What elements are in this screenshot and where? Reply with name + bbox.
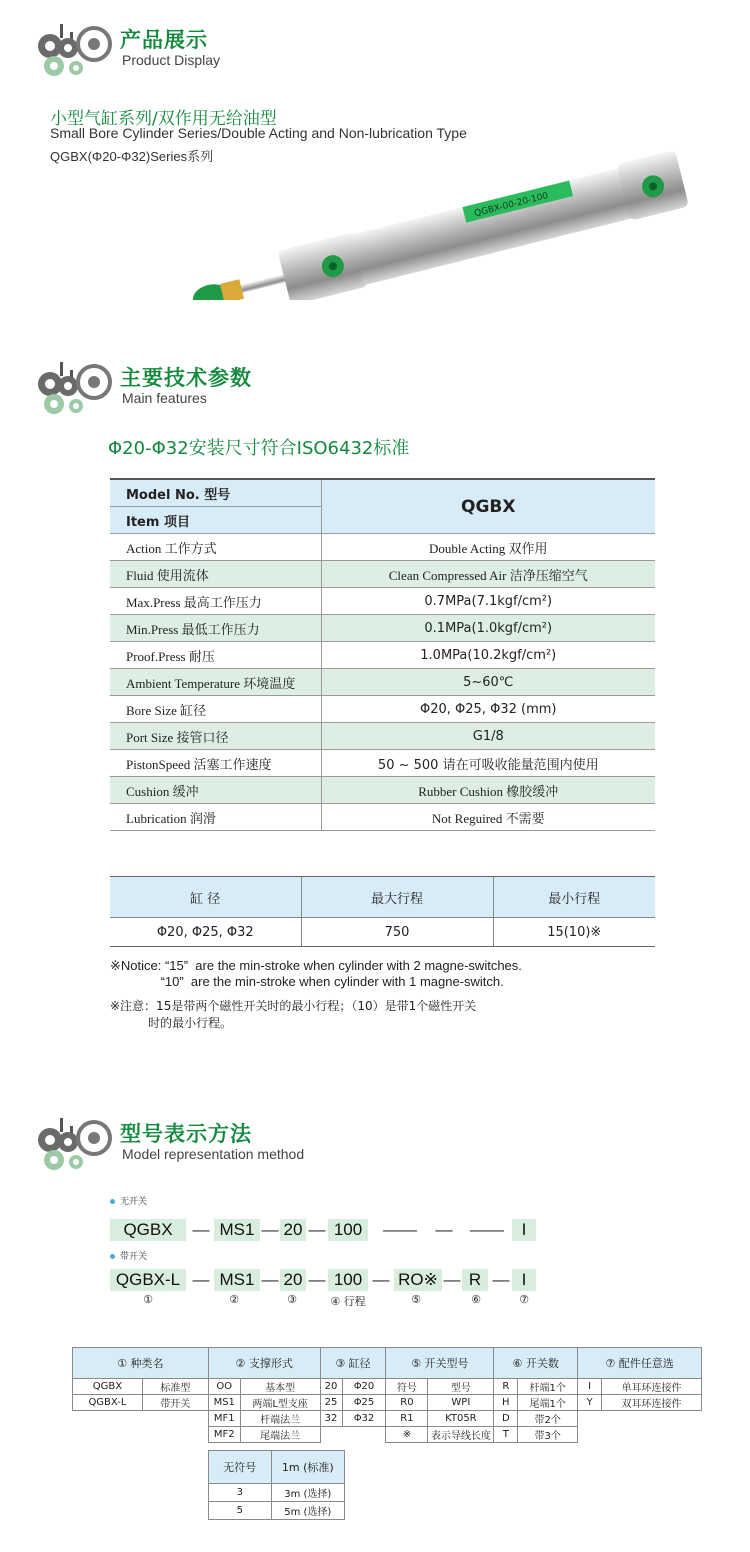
section-title: 主要技术参数 bbox=[120, 366, 252, 390]
cylinder-label: QGBX-00-20-100 bbox=[473, 191, 550, 220]
spec-row-value: Not Reguired 不需要 bbox=[321, 804, 655, 831]
code-cell: 带开关 bbox=[142, 1395, 208, 1411]
code-cell: H bbox=[494, 1395, 518, 1411]
code-cell: Φ20 bbox=[342, 1379, 386, 1395]
code-bore: 20 bbox=[280, 1219, 306, 1241]
spec-row bbox=[110, 615, 655, 642]
code-bore: 20 bbox=[280, 1269, 306, 1291]
code-switch: RO※ bbox=[394, 1269, 442, 1291]
notice-en-line1: ※Notice: “15” are the min-stroke when cylinder with 2 magne-switches. bbox=[110, 958, 522, 973]
code-index: ⑥ bbox=[471, 1293, 481, 1306]
code-cell: Φ25 bbox=[342, 1395, 386, 1411]
spec-row bbox=[110, 669, 655, 696]
spec-row bbox=[110, 696, 655, 723]
code-stroke: 100 bbox=[328, 1219, 368, 1241]
spec-row-value: Φ20, Φ25, Φ32 (mm) bbox=[321, 696, 655, 723]
stroke-cell-bore: Φ20, Φ25, Φ32 bbox=[110, 918, 301, 947]
code-header-bore: ③ 缸径 bbox=[320, 1348, 386, 1379]
empty-cell bbox=[320, 1427, 342, 1443]
len-cell: 3 bbox=[209, 1484, 272, 1502]
code-cell: MF1 bbox=[208, 1411, 240, 1427]
spec-row-label: Fluid 使用流体 bbox=[110, 561, 321, 588]
code-cell: 两端L型支座 bbox=[240, 1395, 320, 1411]
code-cell: OO bbox=[208, 1379, 240, 1395]
spec-row-label: Action 工作方式 bbox=[110, 534, 321, 561]
spec-row-value: 5~60℃ bbox=[321, 669, 655, 696]
notice-cn-line2: 时的最小行程。 bbox=[110, 1016, 233, 1030]
code-cell: 杆端法兰 bbox=[240, 1411, 320, 1427]
empty-cell bbox=[73, 1411, 143, 1427]
empty-cell bbox=[342, 1427, 386, 1443]
features-headline: Φ20-Φ32安装尺寸符合ISO6432标准 bbox=[108, 438, 410, 459]
code-dash: — bbox=[192, 1220, 210, 1239]
code-cell: QGBX bbox=[73, 1379, 143, 1395]
code-cell: MS1 bbox=[208, 1395, 240, 1411]
code-accessory: I bbox=[512, 1269, 536, 1291]
code-table-row bbox=[73, 1395, 702, 1411]
empty-cell bbox=[578, 1411, 602, 1427]
code-header-type: ① 种类名 bbox=[73, 1348, 209, 1379]
spec-row-value: Clean Compressed Air 洁净压缩空气 bbox=[321, 561, 655, 588]
code-dash: — bbox=[492, 1270, 510, 1289]
section-subtitle: Model representation method bbox=[122, 1146, 305, 1162]
spec-header-item-label: Item 项目 bbox=[110, 507, 321, 534]
code-cell: WPI bbox=[428, 1395, 494, 1411]
code-index: ④ 行程 bbox=[330, 1295, 366, 1308]
spec-row-value: 50 ~ 500 请在可吸收能量范围内使用 bbox=[321, 750, 655, 777]
code-cell: 尾端法兰 bbox=[240, 1427, 320, 1443]
spec-row-label: Lubrication 润滑 bbox=[110, 804, 321, 831]
code-cell: 杆端1个 bbox=[518, 1379, 578, 1395]
code-index: ① bbox=[143, 1293, 153, 1306]
bullet-dot-icon bbox=[110, 1254, 115, 1259]
len-header-length: 1m (标准) bbox=[271, 1451, 344, 1484]
notice-cn-line1: ※注意：15是带两个磁性开关时的最小行程；（10）是带1个磁性开关 bbox=[110, 999, 477, 1013]
spec-row-value: G1/8 bbox=[321, 723, 655, 750]
notice-en-line2: “10” are the min-stroke when cylinder with 1 magne-switch. bbox=[110, 974, 504, 989]
section-subtitle: Product Display bbox=[122, 52, 221, 68]
code-count: —— bbox=[470, 1220, 504, 1239]
spec-row bbox=[110, 534, 655, 561]
code-count: R bbox=[462, 1269, 488, 1291]
code-cell: 符号 bbox=[386, 1379, 428, 1395]
code-stroke: 100 bbox=[328, 1269, 368, 1291]
spec-row-label: Ambient Temperature 环境温度 bbox=[110, 669, 321, 696]
code-cell: 型号 bbox=[428, 1379, 494, 1395]
len-cell: 5m (选择) bbox=[271, 1502, 344, 1520]
code-index: ⑤ bbox=[411, 1293, 421, 1306]
code-cell: 20 bbox=[320, 1379, 342, 1395]
code-cell: 双耳环连接件 bbox=[602, 1395, 702, 1411]
spec-row bbox=[110, 777, 655, 804]
spec-row bbox=[110, 561, 655, 588]
code-cell: 基本型 bbox=[240, 1379, 320, 1395]
spec-row-value: Double Acting 双作用 bbox=[321, 534, 655, 561]
spec-row bbox=[110, 804, 655, 831]
code-cell: T bbox=[494, 1427, 518, 1443]
code-dash: — bbox=[261, 1270, 279, 1289]
code-cell: Φ32 bbox=[342, 1411, 386, 1427]
code-cell: 带2个 bbox=[518, 1411, 578, 1427]
spec-row bbox=[110, 750, 655, 777]
gear-icon bbox=[34, 22, 116, 80]
section-title: 型号表示方法 bbox=[120, 1122, 252, 1146]
len-cell: 3m (选择) bbox=[271, 1484, 344, 1502]
code-dash: — bbox=[192, 1270, 210, 1289]
code-dash: — bbox=[435, 1220, 453, 1239]
stroke-header-bore: 缸 径 bbox=[110, 877, 301, 918]
code-cell: KT05R bbox=[428, 1411, 494, 1427]
code-dash: — bbox=[372, 1270, 390, 1289]
code-mount: MS1 bbox=[214, 1219, 260, 1241]
spec-row-value: 0.7MPa(7.1kgf/cm²) bbox=[321, 588, 655, 615]
section-title: 产品展示 bbox=[120, 28, 208, 52]
spec-row bbox=[110, 723, 655, 750]
code-cell: R0 bbox=[386, 1395, 428, 1411]
code-cell: R1 bbox=[386, 1411, 428, 1427]
len-row bbox=[209, 1502, 345, 1520]
code-dash: — bbox=[443, 1270, 461, 1289]
code-header-switch: ⑤ 开关型号 bbox=[386, 1348, 494, 1379]
code-type: QGBX bbox=[110, 1219, 186, 1241]
stroke-header-max: 最大行程 bbox=[301, 877, 493, 918]
len-cell: 5 bbox=[209, 1502, 272, 1520]
stroke-header-min: 最小行程 bbox=[493, 877, 655, 918]
code-table-row bbox=[73, 1427, 702, 1443]
spec-row-label: PistonSpeed 活塞工作速度 bbox=[110, 750, 321, 777]
wire-length-table bbox=[208, 1450, 345, 1520]
gear-icon bbox=[34, 360, 116, 418]
empty-cell bbox=[602, 1427, 702, 1443]
spec-row-label: Bore Size 缸径 bbox=[110, 696, 321, 723]
code-table-row bbox=[73, 1379, 702, 1395]
model-code-table bbox=[72, 1347, 702, 1443]
section-header-model bbox=[34, 1116, 434, 1176]
spec-row-label: Port Size 接管口径 bbox=[110, 723, 321, 750]
spec-row-label: Max.Press 最高工作压力 bbox=[110, 588, 321, 615]
code-cell: 25 bbox=[320, 1395, 342, 1411]
empty-cell bbox=[142, 1427, 208, 1443]
code-cell: R bbox=[494, 1379, 518, 1395]
gear-icon bbox=[34, 1116, 116, 1174]
code-cell: 带3个 bbox=[518, 1427, 578, 1443]
empty-cell bbox=[73, 1427, 143, 1443]
stroke-cell-min: 15(10)※ bbox=[493, 918, 655, 947]
spec-row-label: Proof.Press 耐压 bbox=[110, 642, 321, 669]
spec-header-model-label: Model No. 型号 bbox=[110, 479, 321, 507]
len-header-symbol: 无符号 bbox=[209, 1451, 272, 1484]
code-cell: 单耳环连接件 bbox=[602, 1379, 702, 1395]
stroke-cell-max: 750 bbox=[301, 918, 493, 947]
spec-header-model-value: QGBX bbox=[321, 479, 655, 534]
spec-table bbox=[110, 478, 655, 831]
code-mount: MS1 bbox=[214, 1269, 260, 1291]
code-cell: MF2 bbox=[208, 1427, 240, 1443]
spec-row bbox=[110, 642, 655, 669]
code-accessory: I bbox=[512, 1219, 536, 1241]
spec-row bbox=[110, 588, 655, 615]
code-cell: 32 bbox=[320, 1411, 342, 1427]
spec-row-value: 0.1MPa(1.0kgf/cm²) bbox=[321, 615, 655, 642]
code-cell: I bbox=[578, 1379, 602, 1395]
code-header-accessory: ⑦ 配件任意选 bbox=[578, 1348, 702, 1379]
code-cell: ※ bbox=[386, 1427, 428, 1443]
section-subtitle: Main features bbox=[122, 390, 207, 406]
code-index: ③ bbox=[287, 1293, 297, 1306]
code-header-mount: ② 支撑形式 bbox=[208, 1348, 320, 1379]
with-switch-label: 带开关 bbox=[110, 1249, 147, 1262]
spec-row-value: 1.0MPa(10.2kgf/cm²) bbox=[321, 642, 655, 669]
spec-row-label: Min.Press 最低工作压力 bbox=[110, 615, 321, 642]
empty-cell bbox=[602, 1411, 702, 1427]
code-cell: Y bbox=[578, 1395, 602, 1411]
code-cell: 表示导线长度 bbox=[428, 1427, 494, 1443]
section-header-product bbox=[34, 22, 434, 82]
code-type: QGBX-L bbox=[110, 1269, 186, 1291]
bullet-dot-icon bbox=[110, 1199, 115, 1204]
code-cell: D bbox=[494, 1411, 518, 1427]
section-header-features bbox=[34, 360, 434, 420]
code-header-count: ⑥ 开关数 bbox=[494, 1348, 578, 1379]
empty-cell bbox=[142, 1411, 208, 1427]
code-dash: — bbox=[308, 1270, 326, 1289]
code-cell: QGBX-L bbox=[73, 1395, 143, 1411]
product-title-en: Small Bore Cylinder Series/Double Acting and Non-lubrication Type bbox=[50, 125, 467, 141]
code-table-row bbox=[73, 1411, 702, 1427]
cylinder-product-image bbox=[176, 150, 696, 300]
code-cell: 尾端1个 bbox=[518, 1395, 578, 1411]
code-dash: — bbox=[261, 1220, 279, 1239]
len-row bbox=[209, 1484, 345, 1502]
code-index: ⑦ bbox=[519, 1293, 529, 1306]
no-switch-label: 无开关 bbox=[110, 1194, 147, 1207]
product-series: QGBX(Φ20-Φ32)Series系列 bbox=[50, 149, 214, 164]
code-cell: 标准型 bbox=[142, 1379, 208, 1395]
empty-cell bbox=[578, 1427, 602, 1443]
code-index: ② bbox=[229, 1293, 239, 1306]
code-dash: — bbox=[308, 1220, 326, 1239]
spec-row-value: Rubber Cushion 橡胶缓冲 bbox=[321, 777, 655, 804]
product-title-cn: 小型气缸系列/双作用无给油型 bbox=[50, 109, 277, 129]
code-switch: —— bbox=[383, 1220, 417, 1239]
stroke-table bbox=[110, 876, 655, 947]
spec-row-label: Cushion 缓冲 bbox=[110, 777, 321, 804]
